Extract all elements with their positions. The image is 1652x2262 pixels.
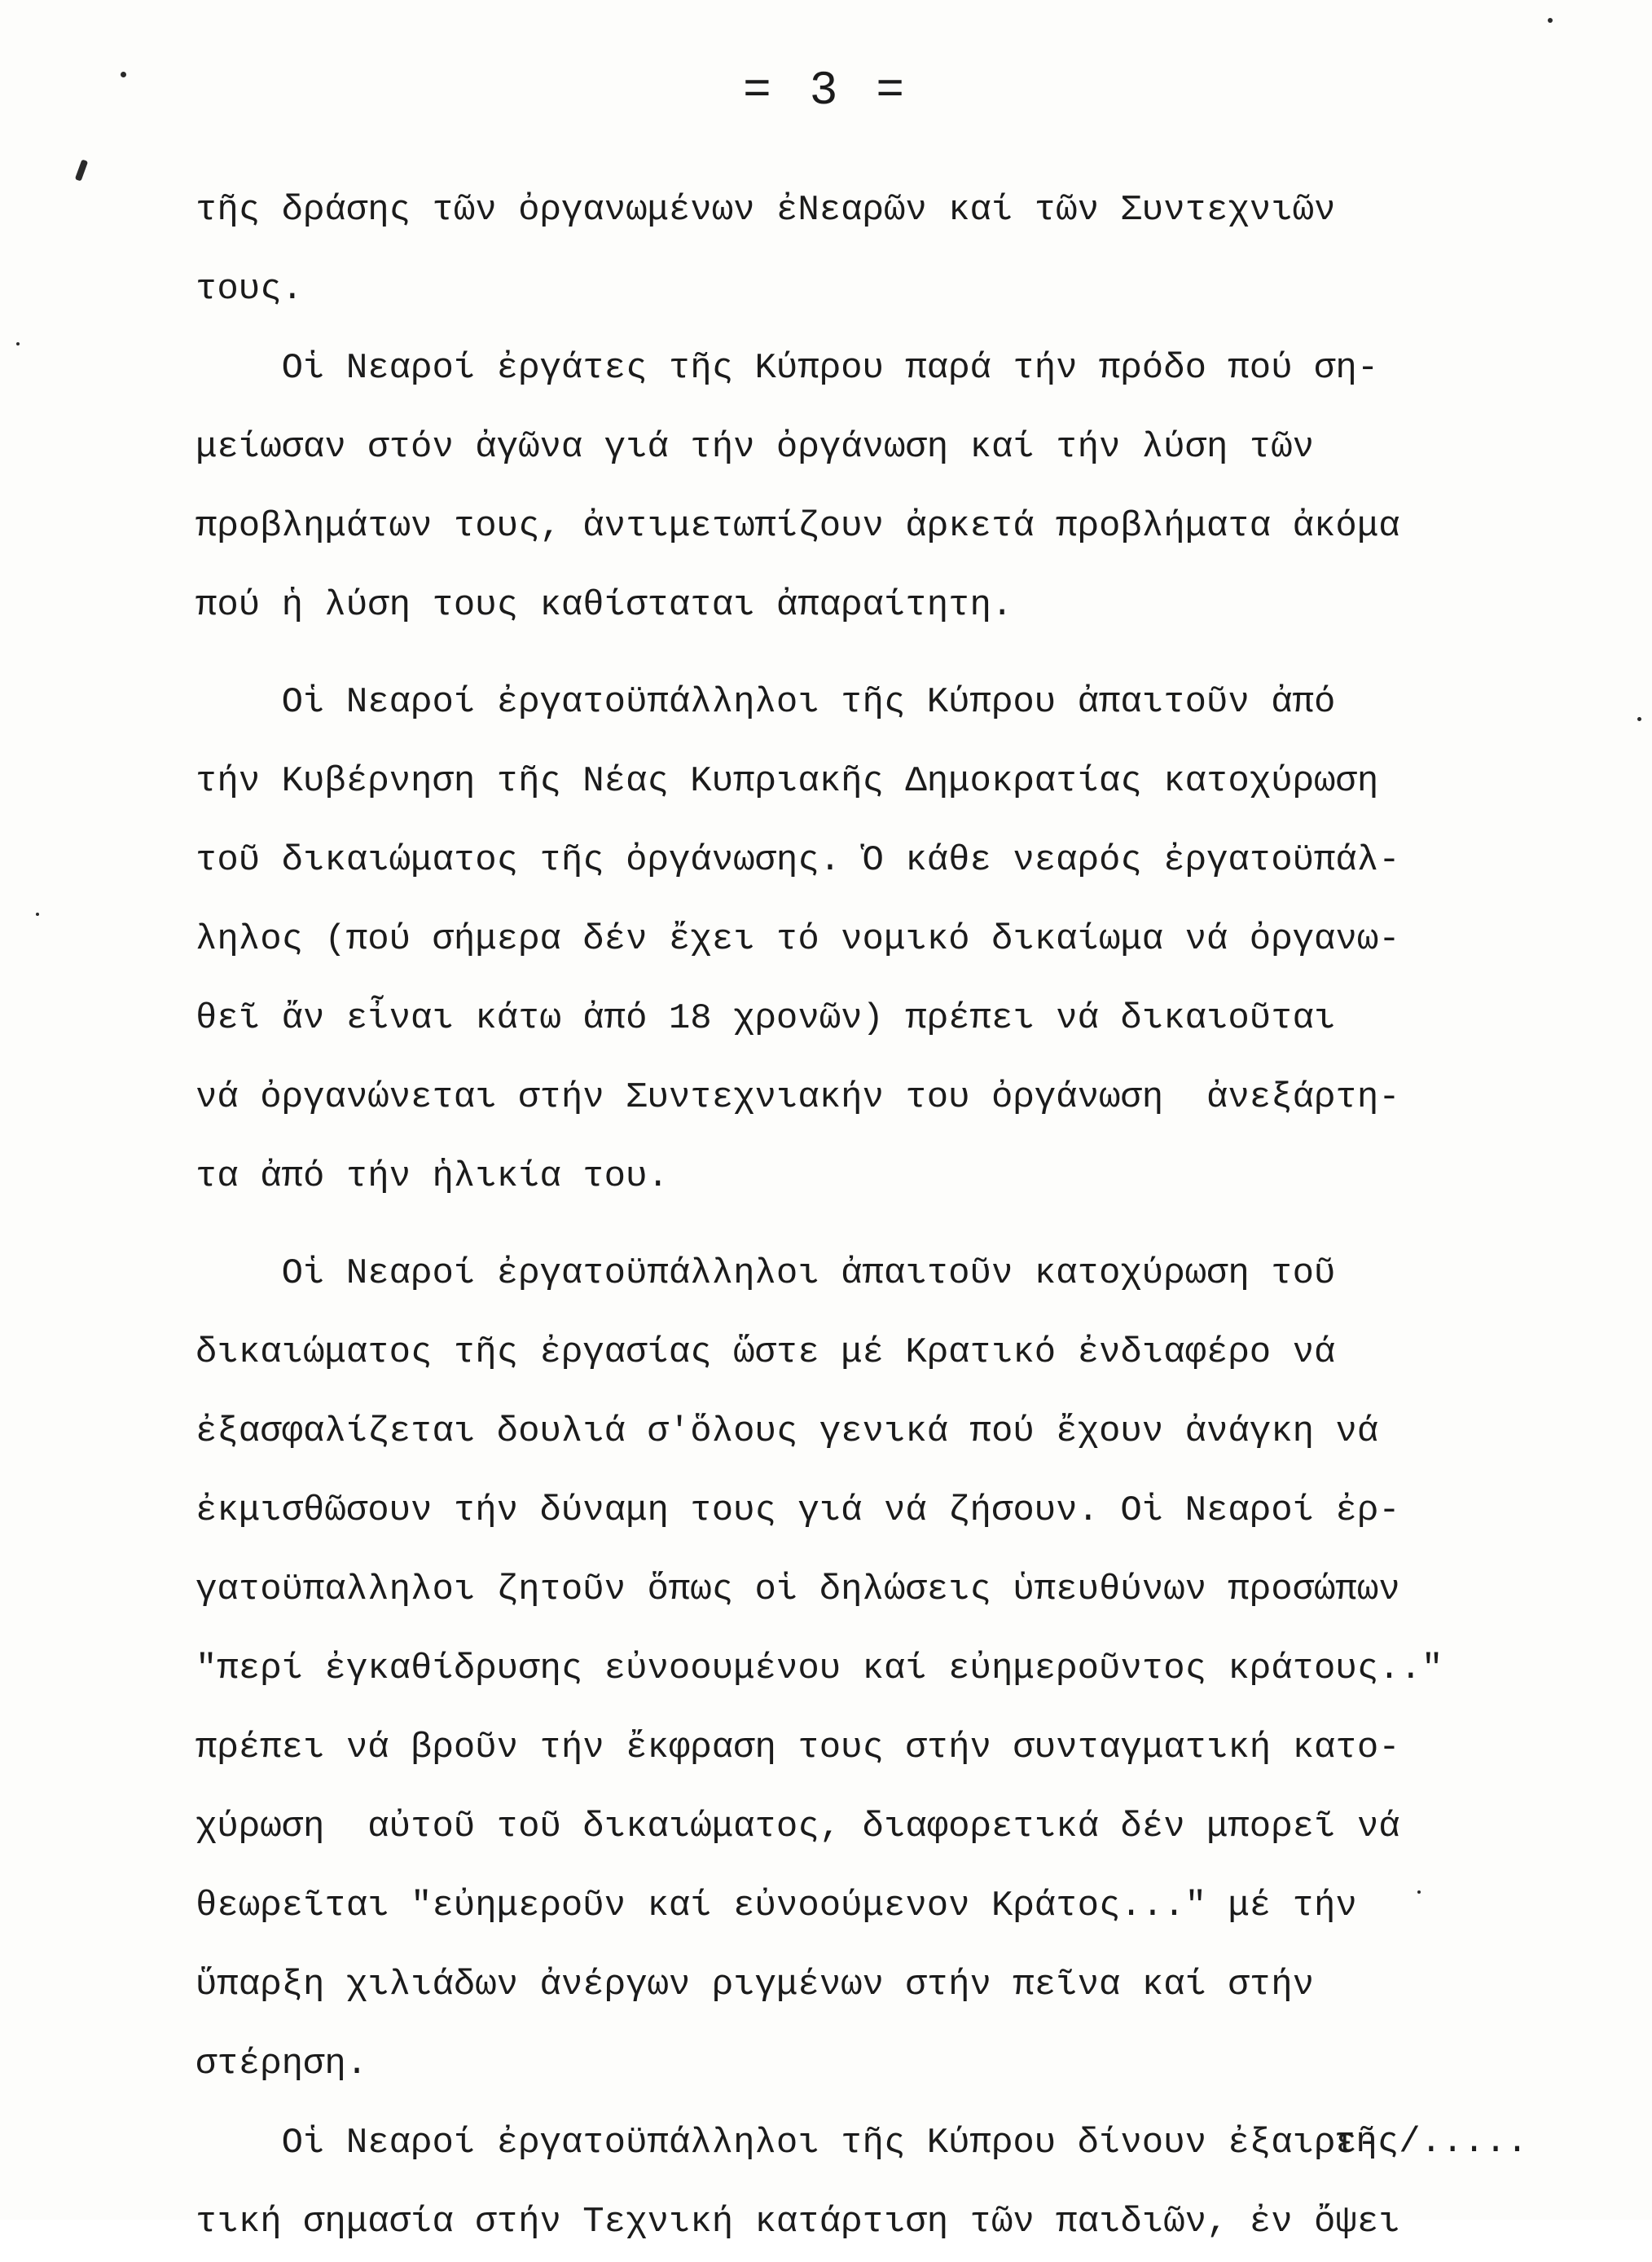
text-line: γατοϋπαλληλοι ζητοῦν ὅπως οἱ δηλώσεις ὑπευθύνων προσώπων [196,1569,1400,1610]
ink-speck [1637,717,1641,721]
text-line: Οἱ Νεαροί ἐργάτες τῆς Κύπρου παρά τήν πρόδο πού ση- [196,348,1379,389]
ink-speck [16,342,20,345]
continuation-marker: τῆς/..... [1334,2122,1528,2163]
text-line: θεῖ ἄν εἶναι κάτω ἀπό 18 χρονῶν) πρέπει νά δικαιοῦται [196,998,1336,1039]
text-line: πρέπει νά βροῦν τήν ἔκφραση τους στήν συνταγματική κατο- [196,1727,1400,1768]
ink-speck [121,72,126,77]
text-line: τα ἀπό τήν ἡλικία του. [196,1156,669,1197]
text-line: ἐξασφαλίζεται δουλιά σ'ὅλους γενικά πού ἔχουν ἀνάγκη νά [196,1411,1379,1452]
paragraph [196,663,1613,1217]
text-line: ἐκμισθῶσουν τήν δύναμη τους γιά νά ζήσουν. Οἱ Νεαροί ἐρ- [196,1490,1400,1531]
text-line: ὕπαρξη χιλιάδων ἀνέργων ριγμένων στήν πεῖνα καί στήν [196,1965,1315,2005]
text-line: θεωρεῖται "εὐημεροῦν καί εὐνοούμενον Κράτος..." μέ τήν [196,1886,1357,1926]
text-line: μείωσαν στόν ἀγῶνα γιά τήν ὀργάνωση καί τήν λύση τῶν [196,427,1315,468]
text-line: προβλημάτων τους, ἀντιμετωπίζουν ἀρκετά προβλήματα ἀκόμα [196,506,1400,547]
paragraph [196,329,1613,645]
text-line: χύρωση αὐτοῦ τοῦ δικαιώματος, διαφορετικά δέν μπορεῖ νά [196,1807,1400,1847]
text-line: νά ὀργανώνεται στήν Συντεχνιακήν του ὀργάνωση ἀνεξάρτη- [196,1077,1400,1118]
paragraph [196,1234,1613,2104]
text-line: τήν Κυβέρνηση τῆς Νέας Κυπριακῆς Δημοκρατίας κατοχύρωση [196,761,1379,802]
page-number: = 3 = [742,65,910,118]
text-line: "περί ἐγκαθίδρυσης εὐνοουμένου καί εὐημεροῦντος κράτους.." [196,1648,1443,1689]
ink-speck [75,159,88,181]
text-line: τῆς δράσης τῶν ὀργανωμένων ἐΝεαρῶν καί τῶν Συντεχνιῶν [196,190,1336,231]
text-line: Οἱ Νεαροί ἐργατοϋπάλληλοι τῆς Κύπρου ἀπαιτοῦν ἀπό [196,682,1336,723]
text-line: πού ἡ λύση τους καθίσταται ἀπαραίτητη. [196,585,1013,626]
text-line: τους. [196,269,304,310]
text-line: τοῦ δικαιώματος τῆς ὀργάνωσης. Ὁ κάθε νεαρός ἐργατοϋπάλ- [196,840,1400,881]
text-line: ληλος (πού σήμερα δέν ἔχει τό νομικό δικαίωμα νά ὀργανω- [196,919,1400,960]
text-line: Οἱ Νεαροί ἐργατοϋπάλληλοι ἀπαιτοῦν κατοχύρωση τοῦ [196,1253,1336,1294]
ink-speck [36,913,39,916]
paragraph [196,171,1613,329]
text-line: στέρηση. [196,2044,368,2084]
text-line: τική σημασία στήν Τεχνική κατάρτιση τῶν παιδιῶν, ἐν ὄψει [196,2202,1400,2242]
ink-speck [1548,18,1553,23]
body-text [196,171,1613,2262]
ink-speck [1417,1890,1421,1894]
text-line: δικαιώματος τῆς ἐργασίας ὥστε μέ Κρατικό ἐνδιαφέρο νά [196,1332,1336,1373]
text-line: Οἱ Νεαροί ἐργατοϋπάλληλοι τῆς Κύπρου δίνουν ἐξαιρε- [196,2123,1379,2163]
